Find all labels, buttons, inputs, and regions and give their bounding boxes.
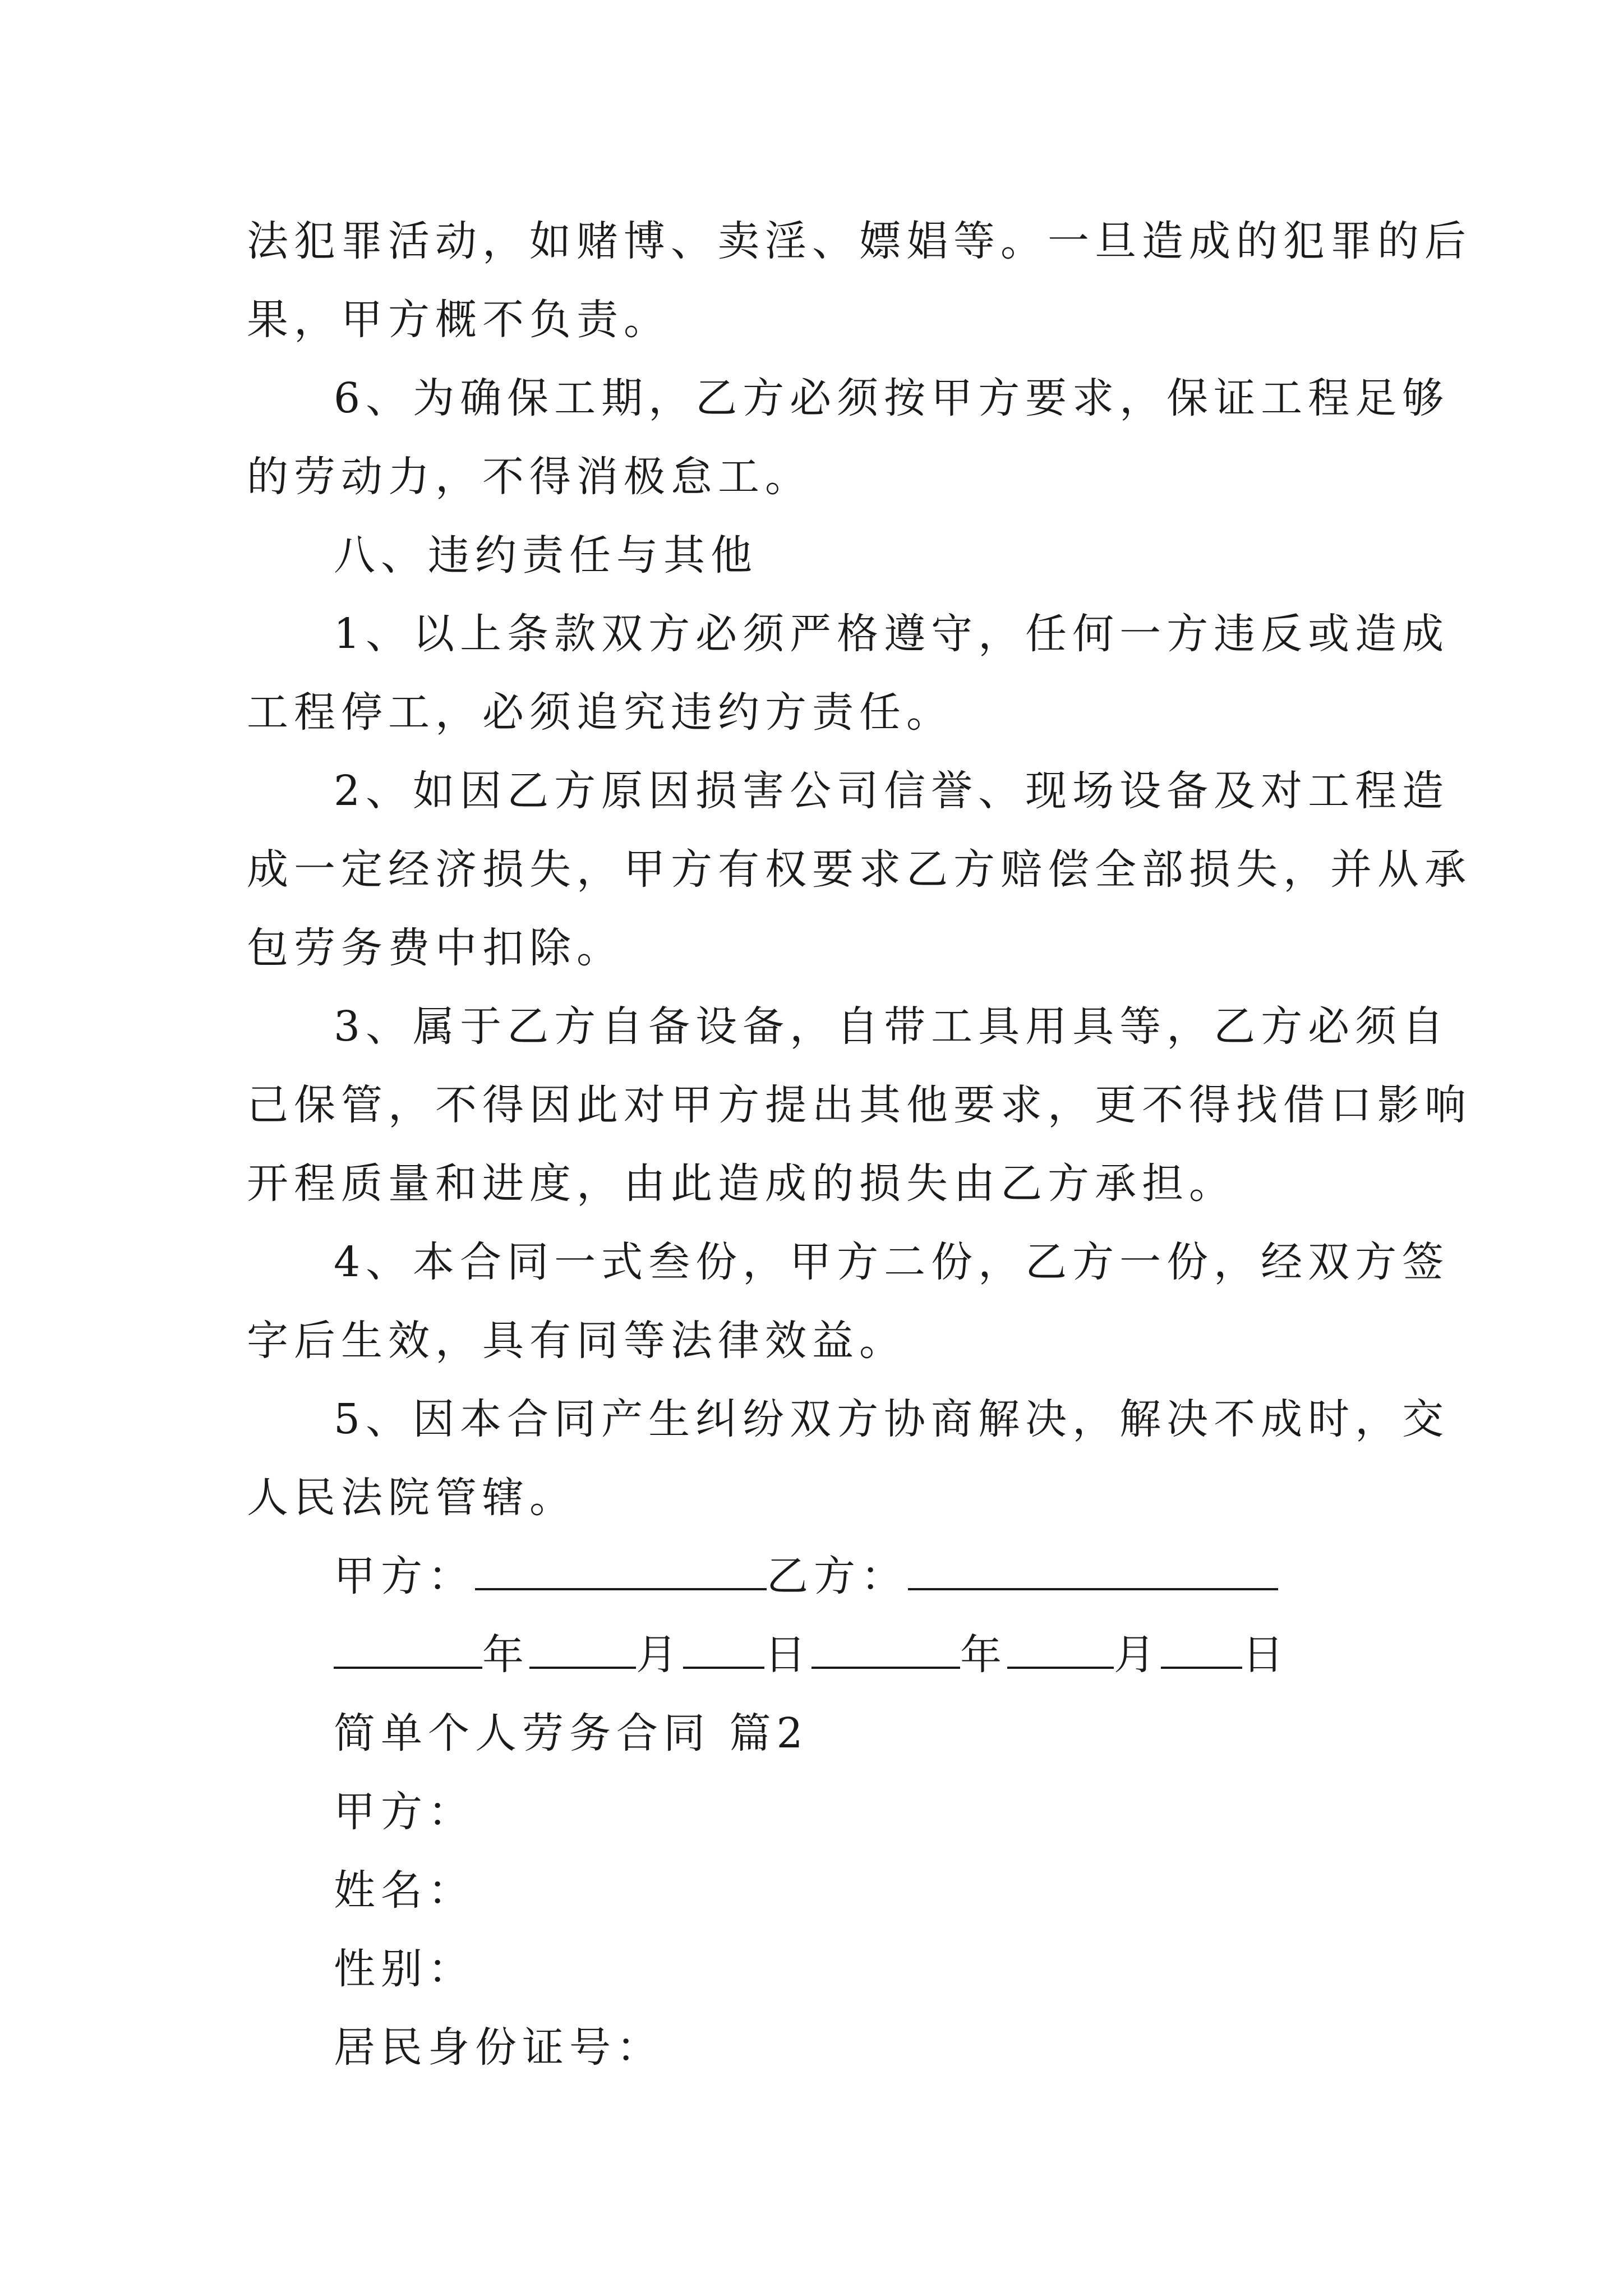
section-heading: 八、违约责任与其他 (334, 531, 758, 579)
clause-2: 2、如因乙方原因损害公司信誉、现场设备及对工程造 (334, 767, 1450, 815)
clause-3: 3、属于乙方自备设备，自带工具用具等，乙方必须自 (334, 1002, 1450, 1051)
year-label: 年 (482, 1631, 529, 1679)
party-b-label: 乙方： (767, 1552, 908, 1600)
body-line: 工程停工，必须追究违约方责任。 (247, 688, 953, 737)
party-a-label: 甲方： (334, 1552, 475, 1600)
body-line: 果，甲方概不负责。 (247, 296, 671, 344)
month-label: 月 (1114, 1631, 1161, 1679)
day-label: 日 (1242, 1631, 1289, 1679)
party-b-signature-blank (908, 1553, 1278, 1590)
year-blank (334, 1632, 482, 1669)
body-line: 包劳务费中扣除。 (247, 924, 624, 972)
clause-4: 4、本合同一式叁份，甲方二份，乙方一份，经双方签 (334, 1238, 1450, 1286)
month-blank (529, 1632, 636, 1669)
body-line: 开程质量和进度，由此造成的损失由乙方承担。 (247, 1159, 1236, 1208)
clause-6: 6、为确保工期，乙方必须按甲方要求，保证工程足够 (334, 374, 1450, 422)
document-page (247, 202, 1472, 2087)
body-line: 己保管，不得因此对甲方提出其他要求，更不得找借口影响 (247, 1081, 1472, 1129)
body-line: 成一定经济损失，甲方有权要求乙方赔偿全部损失，并从承 (247, 845, 1472, 894)
clause-5: 5、因本合同产生纠纷双方协商解决，解决不成时，交 (334, 1395, 1450, 1443)
section-2-title: 简单个人劳务合同 篇2 (334, 1709, 809, 1757)
day-blank (1161, 1632, 1242, 1669)
month-label: 月 (636, 1631, 683, 1679)
year-blank (811, 1632, 960, 1669)
date-row (247, 1616, 1380, 1694)
field-id-number: 居民身份证号： (334, 2023, 663, 2072)
party-a-signature-blank (475, 1553, 767, 1590)
body-line: 人民法院管辖。 (247, 1474, 577, 1522)
field-gender: 性别： (334, 1945, 475, 1993)
year-label: 年 (960, 1631, 1007, 1679)
field-party-a: 甲方： (334, 1788, 475, 1836)
body-line: 法犯罪活动，如赌博、卖淫、嫖娼等。一旦造成的犯罪的后 (247, 217, 1472, 265)
body-line: 字后生效，具有同等法律效益。 (247, 1317, 906, 1365)
month-blank (1007, 1632, 1114, 1669)
clause-1: 1、以上条款双方必须严格遵守，任何一方违反或造成 (334, 610, 1450, 658)
day-label: 日 (764, 1631, 811, 1679)
field-name: 姓名： (334, 1866, 475, 1915)
body-line: 的劳动力，不得消极怠工。 (247, 453, 812, 501)
day-blank (683, 1632, 764, 1669)
signature-row (247, 1537, 1380, 1616)
